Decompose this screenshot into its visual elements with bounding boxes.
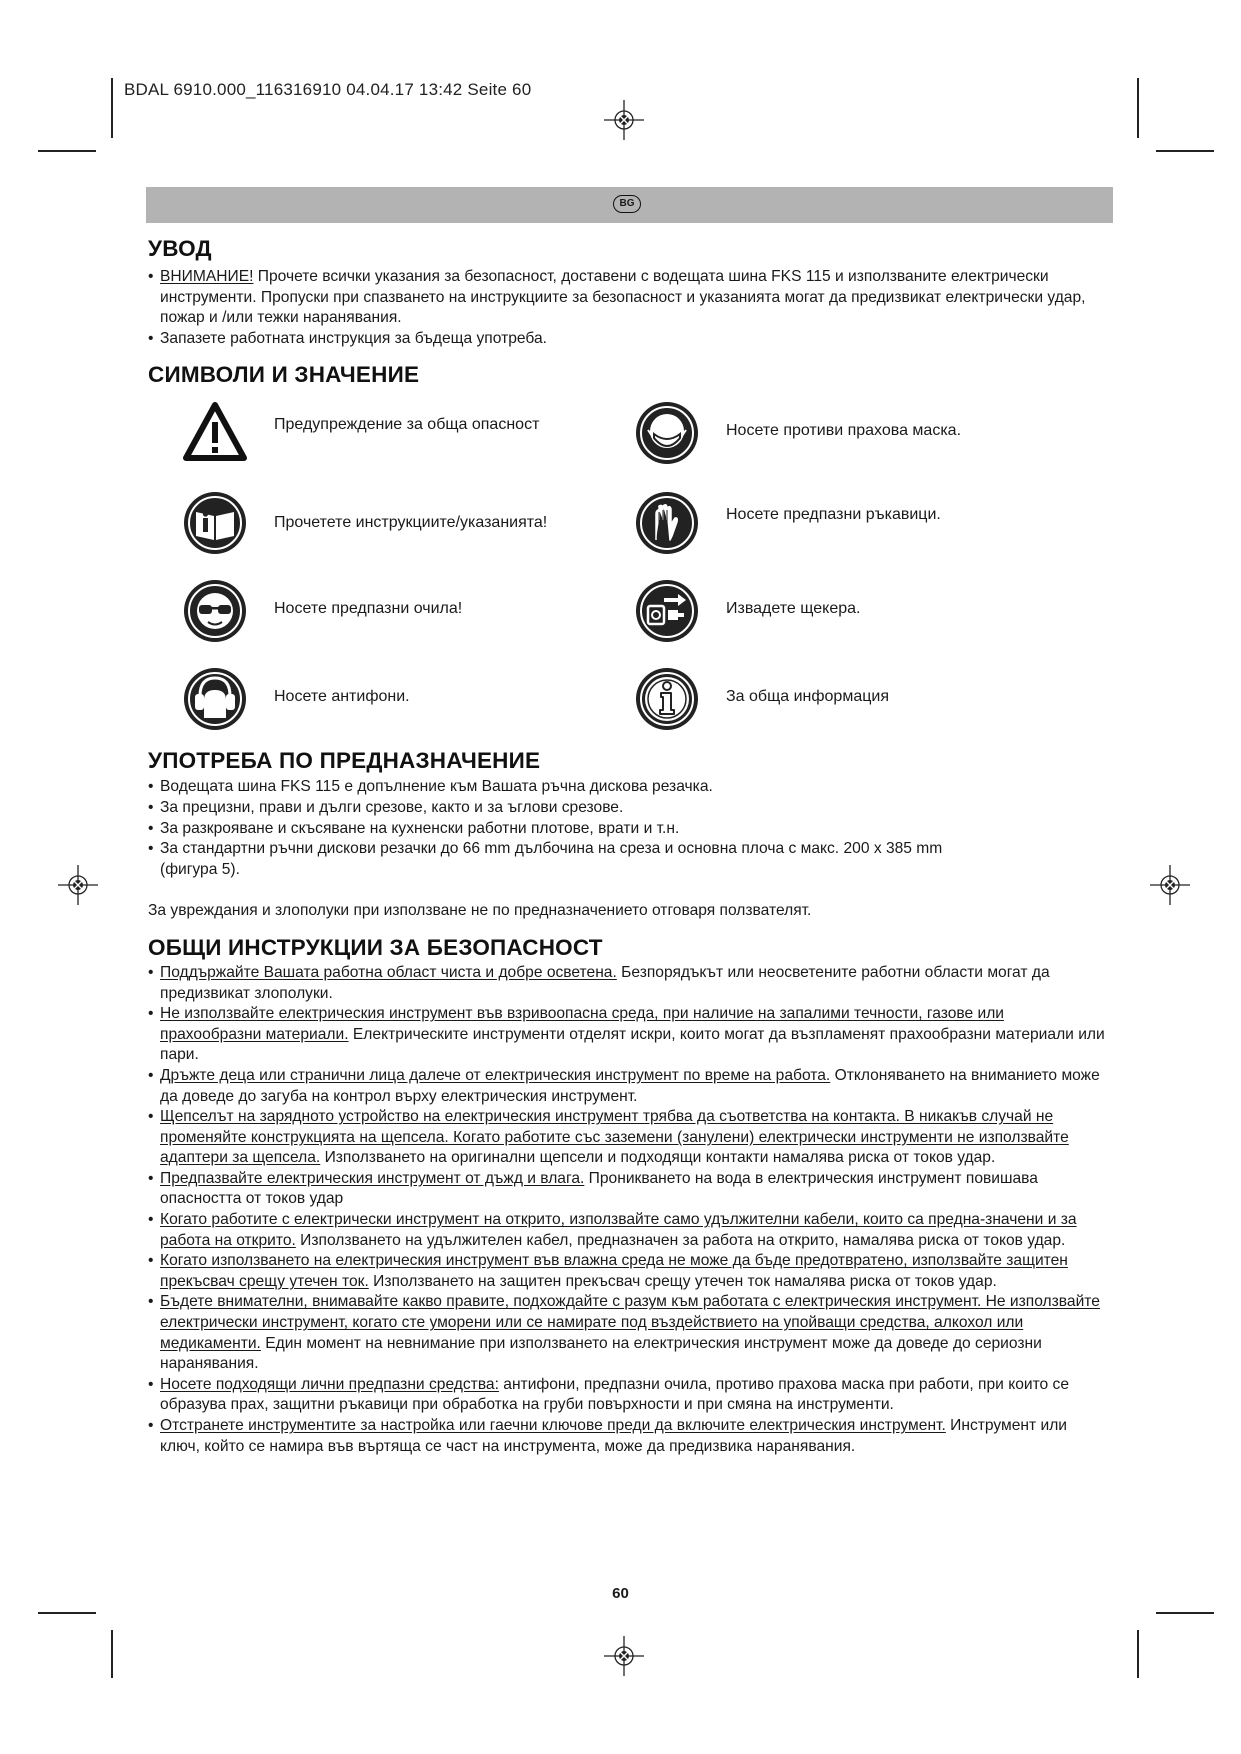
list-item bbox=[148, 1004, 1108, 1066]
list-item: • Запазете работната инструкция за бъдеща употреба. bbox=[148, 329, 1108, 350]
rule-text: Дръжте деца или странични лица далече от електрическия инструмент по време на работа. bbox=[160, 1066, 831, 1084]
warning-label: ВНИМАНИЕ! bbox=[160, 268, 254, 285]
list-item-text: Прочете всички указания за безопасност, доставени с водещата шина FKS 115 и използваните електрически инструменти. Пропуски при спазването на инструкциите за безопасност и указанията могат да предизвикат електрически удар, пожар и /или тежки наранявания. bbox=[160, 268, 1086, 327]
rule-explanation: Инструмент или ключ, който се намира във въртяща се част на инструмента, може да предизвика наранявания. bbox=[160, 1417, 1068, 1455]
crop-mark bbox=[1137, 1630, 1139, 1678]
rule-text: Носете подходящи лични предпазни средства: bbox=[160, 1375, 499, 1393]
rule-explanation: Използването на оригинални щепсели и подходящи контакти намалява риска от токов удар. bbox=[320, 1149, 996, 1167]
symbol-label: Предупреждение за обща опасност bbox=[274, 416, 540, 434]
safety-list bbox=[148, 963, 1108, 1457]
list-item: • За прецизни, прави и дълги срезове, както и за ъглови срезове. bbox=[148, 798, 1108, 819]
safety-glasses-icon bbox=[182, 578, 248, 644]
liability-note: За увреждания и злополуки при използване не по предназначението отговаря ползвателят. bbox=[148, 902, 812, 920]
safety-heading: ОБЩИ ИНСТРУКЦИИ ЗА БЕЗОПАСНОСТ bbox=[148, 934, 603, 960]
crop-mark bbox=[111, 1630, 113, 1678]
rule-explanation: Един момент на невнимание при използването на електрическия инструмент може да доведе до сериозни наранявания. bbox=[160, 1334, 1042, 1373]
rule-text: Поддържайте Вашата работна област чиста и добре осветена. bbox=[160, 963, 617, 981]
symbol-label: За обща информация bbox=[726, 688, 889, 706]
symbol-label: Носете противи прахова маска. bbox=[726, 422, 962, 440]
crop-mark bbox=[1156, 1612, 1214, 1614]
rule-text: Отстранете инструментите за настройка или гаечни ключове преди да включите електрическия инструмент. bbox=[160, 1417, 946, 1434]
intended-use-heading: УПОТРЕБА ПО ПРЕДНАЗНАЧЕНИЕ bbox=[148, 748, 541, 774]
language-badge: BG bbox=[613, 195, 641, 213]
symbol-item bbox=[600, 400, 1040, 474]
page-number: 60 bbox=[612, 1585, 629, 1602]
list-item bbox=[148, 1292, 1108, 1374]
list-item bbox=[148, 1107, 1108, 1169]
symbol-label: Носете предпазни ръкавици. bbox=[726, 506, 941, 524]
symbol-label: Носете антифони. bbox=[274, 688, 410, 706]
rule-explanation: Проникването на вода в електрическия инструмент повишава опасността от токов удар bbox=[160, 1169, 1038, 1208]
read-manual-icon bbox=[182, 490, 248, 556]
intended-use-list bbox=[148, 777, 1108, 880]
crop-mark bbox=[38, 150, 96, 152]
rule-text: Предпазвайте електрическия инструмент от дъжд и влага. bbox=[160, 1169, 585, 1187]
symbol-item bbox=[600, 490, 1040, 564]
symbol-item bbox=[148, 578, 588, 652]
symbol-item bbox=[148, 400, 588, 474]
registration-mark-icon bbox=[1150, 865, 1190, 905]
symbol-label: Носете предпазни очила! bbox=[274, 600, 463, 618]
rule-explanation: Използването на защитен прекъсвач срещу утечен ток намалява риска от токов удар. bbox=[368, 1272, 997, 1290]
info-icon bbox=[634, 666, 700, 732]
registration-mark-icon bbox=[604, 100, 644, 140]
list-item bbox=[148, 1375, 1108, 1416]
warning-triangle-icon bbox=[182, 400, 248, 466]
crop-mark bbox=[38, 1612, 96, 1614]
rule-text: Щепселът на зарядното устройство на електрическия инструмент трябва да съответства на контакта. В никакъв случай не променяйте конструкцията на щепсела. Когато работите със заземени (занулени) електрически инструменти не използвайте адаптери за щепсела. bbox=[160, 1108, 1069, 1167]
rule-explanation: Използването на удължителен кабел, предназначен за работа на открито, намалява риска от токов удар. bbox=[295, 1231, 1066, 1249]
crop-mark bbox=[1156, 150, 1214, 152]
list-item bbox=[148, 963, 1108, 1004]
intro-heading: УВОД bbox=[148, 236, 212, 261]
language-band bbox=[146, 187, 1113, 223]
list-item bbox=[148, 1251, 1108, 1292]
list-item bbox=[148, 1169, 1108, 1210]
symbols-grid bbox=[148, 400, 1108, 754]
print-header: BDAL 6910.000_116316910 04.04.17 13:42 Seite 60 bbox=[124, 80, 532, 99]
list-item: • За стандартни ръчни дискови резачки до 66 mm дълбочина на среза и основна плоча с макс. 200 x 385 mm (фигура 5). bbox=[148, 839, 1108, 880]
list-item bbox=[148, 267, 1108, 329]
rule-explanation: Електрическите инструменти отделят искри, които могат да възпламенят прахообразни материали или пари. bbox=[160, 1025, 1105, 1064]
registration-mark-icon bbox=[604, 1636, 644, 1676]
page-content bbox=[148, 236, 1108, 1457]
rule-explanation: Отклоняването на вниманието може да доведе до загуба на контрол върху електрическия инструмент. bbox=[160, 1066, 1100, 1105]
registration-mark-icon bbox=[58, 865, 98, 905]
list-item: • Водещата шина FKS 115 е допълнение към Вашата ръчна дискова резачка. bbox=[148, 777, 1108, 798]
rule-text: Бъдете внимателни, внимавайте какво правите, подхождайте с разум към работата с електрическия инструмент. Не използвайте електрически инструмент, когато сте уморени или се намирате под въздействието на упойващи средства, алкохол или медикаменти. bbox=[160, 1293, 1100, 1352]
gloves-icon bbox=[634, 490, 700, 556]
symbols-heading: СИМВОЛИ И ЗНАЧЕНИЕ bbox=[148, 362, 420, 388]
list-item bbox=[148, 1210, 1108, 1251]
unplug-icon bbox=[634, 578, 700, 644]
rule-text: Когато използването на електрическия инструмент във влажна среда не може да бъде предотвратено, използвайте защитен прекъсвач срещу утечен ток. bbox=[160, 1252, 1068, 1290]
symbol-item bbox=[600, 666, 1040, 740]
rule-explanation: Безпорядъкът или неосветените работни области могат да предизвикат злополуки. bbox=[160, 963, 1050, 1002]
crop-mark bbox=[1137, 78, 1139, 138]
symbol-item bbox=[600, 578, 1040, 652]
rule-explanation: антифони, предпазни очила, противо прахова маска при работи, при които се образува прах, защитни ръкавици при обработка на груби повърхности и при смяна на инструменти. bbox=[160, 1375, 1070, 1414]
dust-mask-icon bbox=[634, 400, 700, 466]
crop-mark bbox=[111, 78, 113, 138]
list-item bbox=[148, 1416, 1108, 1457]
rule-text: Когато работите с електрически инструмент на открито, използвайте само удължителни кабели, които са предна-значени и за работа на открито. bbox=[160, 1211, 1077, 1249]
list-item: • За разкрояване и скъсяване на кухненски работни плотове, врати и т.н. bbox=[148, 819, 1108, 840]
symbol-label: Извадете щекера. bbox=[726, 600, 861, 618]
symbol-item bbox=[148, 490, 588, 564]
ear-protection-icon bbox=[182, 666, 248, 732]
symbol-item bbox=[148, 666, 588, 740]
list-item bbox=[148, 1066, 1108, 1107]
intro-list bbox=[148, 267, 1108, 349]
rule-text: Не използвайте електрическия инструмент във взривоопасна среда, при наличие на запалими течности, газове или прахообразни материали. bbox=[160, 1005, 1005, 1043]
symbol-label: Прочетете инструкциите/указанията! bbox=[274, 514, 548, 532]
